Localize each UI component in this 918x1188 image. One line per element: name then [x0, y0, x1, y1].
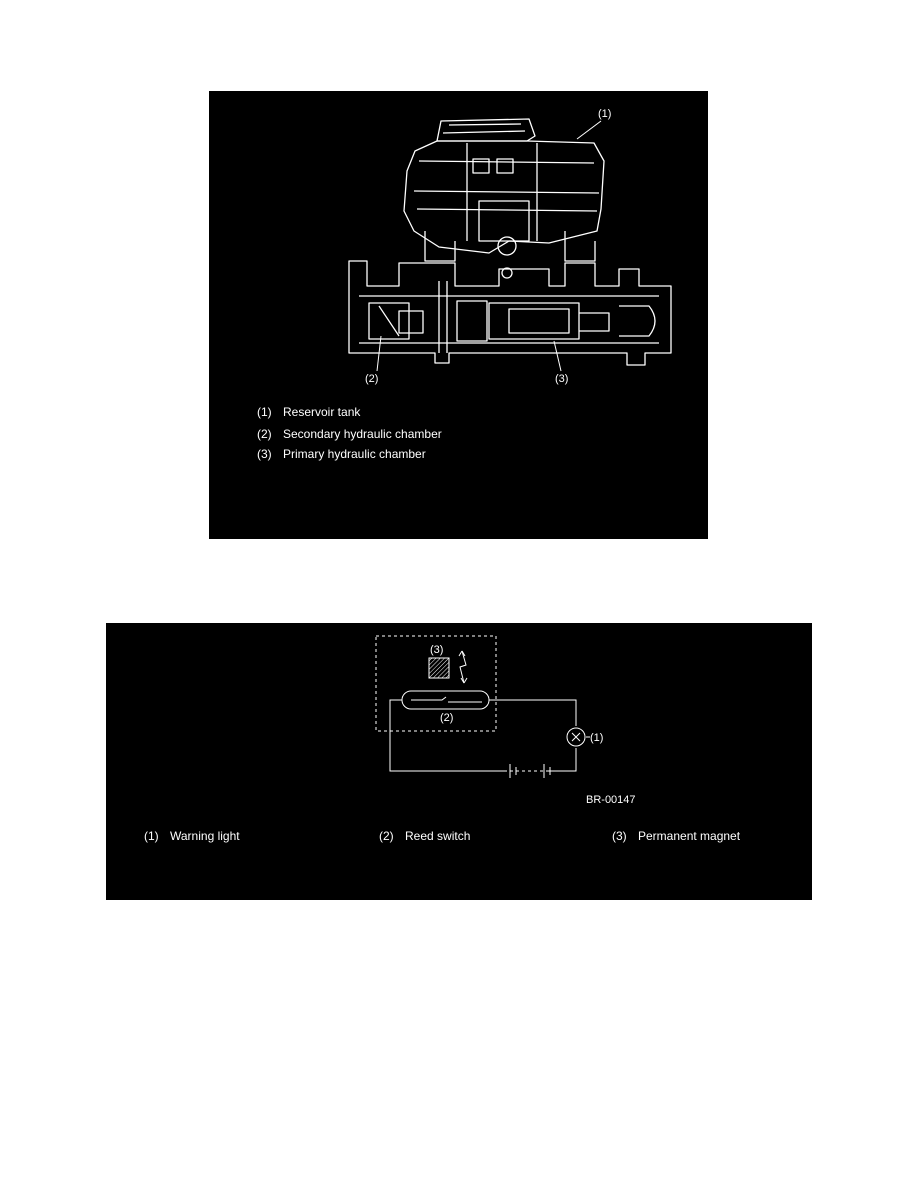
legend-text: Reed switch [405, 829, 471, 843]
legend-number: (1) [144, 829, 159, 843]
figure1-legend [257, 405, 442, 467]
legend-item [257, 405, 442, 427]
legend-number: (2) [379, 829, 394, 843]
warning-circuit-figure [106, 623, 812, 900]
legend-number: (1) [257, 405, 272, 419]
legend-item [379, 829, 470, 843]
reference-code: BR-00147 [586, 794, 636, 806]
legend-item [257, 447, 442, 467]
permanent-magnet [429, 658, 449, 678]
legend-item [144, 829, 240, 843]
legend-text: Warning light [170, 829, 240, 843]
circuit-wire [390, 700, 504, 771]
master-cylinder-drawing [209, 91, 708, 539]
callout-2: (2) [365, 373, 379, 385]
callout-2: (2) [440, 712, 454, 724]
callout-3: (3) [430, 644, 444, 656]
callout-1: (1) [590, 732, 604, 744]
legend-number: (3) [257, 447, 272, 461]
callout-3: (3) [555, 373, 569, 385]
callout-1: (1) [598, 108, 612, 120]
warning-circuit-drawing [106, 623, 812, 900]
legend-number: (3) [612, 829, 627, 843]
legend-text: Permanent magnet [638, 829, 741, 843]
reservoir-cap [437, 119, 535, 141]
master-cylinder-figure [209, 91, 708, 539]
legend-text: Reservoir tank [283, 405, 361, 419]
legend-text: Secondary hydraulic chamber [283, 427, 442, 441]
reservoir-tank [404, 141, 604, 253]
legend-number: (2) [257, 427, 272, 441]
legend-text: Primary hydraulic chamber [283, 447, 426, 461]
legend-item [257, 427, 442, 447]
legend-item [612, 829, 740, 843]
